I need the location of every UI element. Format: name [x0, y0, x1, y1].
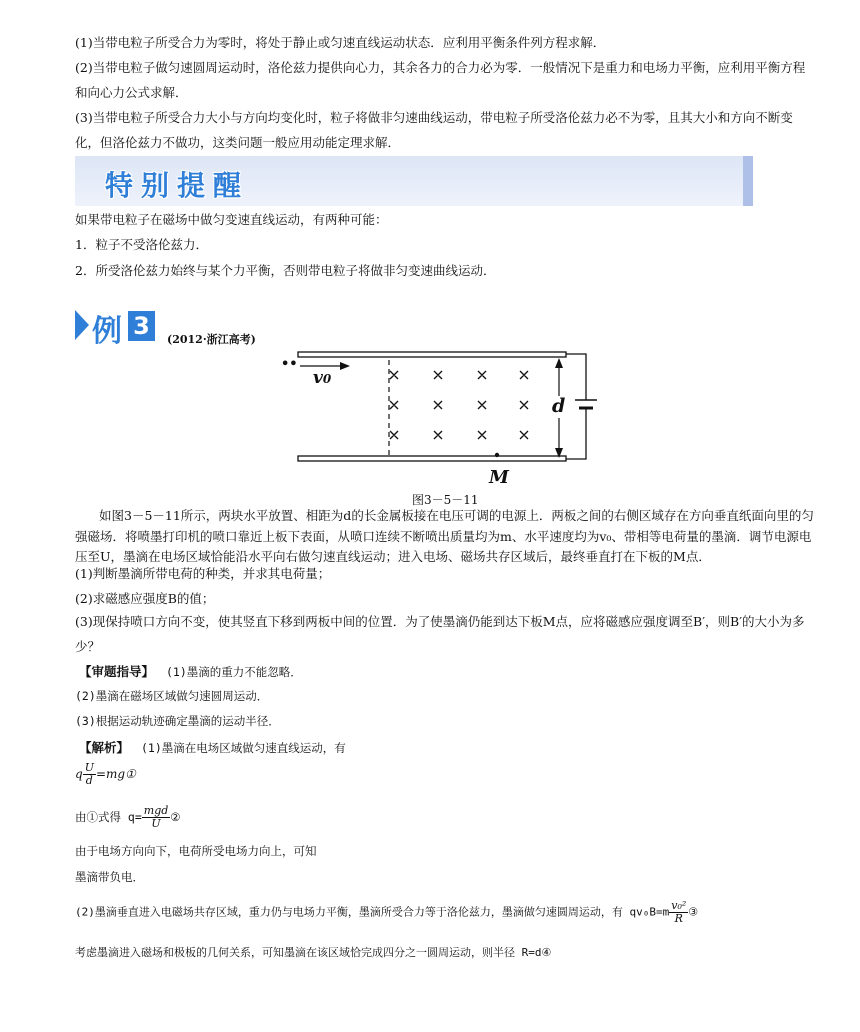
lower-plate [298, 456, 566, 461]
eq3-denominator: R [674, 912, 683, 925]
question-3: (3)现保持喷口方向不变，使其竖直下移到两板中间的位置．为了使墨滴仍能到达下板M点，应将磁感应强度调至B′，则B′的大小为多少？ [75, 614, 805, 654]
solution-line-1: (1)墨滴在电场区域做匀速直线运动，有 [141, 741, 346, 755]
example-arrow-icon [75, 310, 89, 340]
solution-line-6: 考虑墨滴进入磁场和极板的几何关系，可知墨滴在该区域恰完成四分之一圆周运动，则半径 R=d④ [75, 946, 552, 959]
reminder-item-1: 1．粒子不受洛伦兹力． [75, 237, 208, 252]
nozzle-dots: •• [281, 357, 298, 372]
banner-title: 特别提醒 [105, 169, 250, 202]
special-reminder-banner [75, 156, 753, 206]
eq2-denominator: U [151, 817, 161, 830]
solution-line-5 [75, 900, 698, 925]
example-number: 3 [128, 311, 155, 341]
question-1: (1)判断墨滴所带电荷的种类，并求其电荷量； [75, 566, 331, 581]
problem-statement: 如图3－5－11所示，两块水平放置、相距为d的长金属板接在电压可调的电源上．两板之间的右侧区域存在方向垂直纸面向里的匀强磁场．将喷墨打印机的喷口靠近上板下表面，从喷口连续不断喷出质量均为m、水平速度均为v₀、带相等电荷量的墨滴．调节电源电压至U，墨滴在电场区域恰能沿水平向右做匀速直线运动；进入电场、磁场共存区域后，最终垂直打在下板的M点． [75, 508, 814, 564]
intro-paragraph-2: (2)当带电粒子做匀速圆周运动时，洛伦兹力提供向心力，其余各力的合力必为零．一般情况下是重力和电场力平衡，应利用平衡方程和向心力公式求解． [75, 60, 806, 100]
point-m [495, 453, 499, 457]
guide-header [79, 662, 302, 680]
eq1-denominator: d [85, 774, 93, 787]
intro-paragraph-1: (1)当带电粒子所受合力为零时，将处于静止或匀速直线运动状态．应利用平衡条件列方程求解． [75, 35, 606, 50]
reminder-lead: 如果带电粒子在磁场中做匀变速直线运动，有两种可能： [75, 212, 388, 227]
guide-line-2: (2)墨滴在磁场区域做匀速圆周运动． [75, 689, 269, 703]
solution-line-3: 由于电场方向向下，电荷所受电场力向上，可知 [75, 844, 317, 858]
solution-line-4: 墨滴带负电． [75, 870, 144, 884]
circuit-wire [566, 354, 586, 400]
eq2-fraction [142, 805, 171, 830]
dimension-arrow-up-icon [555, 358, 563, 368]
velocity-arrow-icon [340, 362, 350, 370]
label-d: d [552, 395, 566, 417]
eq1-fraction [83, 762, 96, 787]
magnetic-field-crosses [390, 371, 528, 439]
eq1-numerator: U [84, 761, 94, 774]
question-2: (2)求磁感应强度B的值； [75, 591, 215, 606]
example-label: 例 [92, 314, 122, 349]
intro-paragraph-3: (3)当带电粒子所受合力大小与方向均变化时，粒子将做非匀速曲线运动，带电粒子所受洛伦兹力必不为零，且其大小和方向不断变化，但洛伦兹力不做功，这类问题一般应用动能定理求解． [75, 110, 793, 150]
figure-caption: 图3－5－11 [412, 493, 479, 507]
guide-line-3: (3)根据运动轨迹确定墨滴的运动半径． [75, 714, 280, 728]
guide-line-1: (1)墨滴的重力不能忽略． [166, 665, 302, 679]
example-source: (2012·浙江高考) [167, 333, 256, 346]
solution-label: 【解析】 [79, 740, 130, 755]
eq3-tag: ③ [688, 905, 699, 919]
label-v0-symbol: v [313, 368, 323, 388]
equation-2 [75, 805, 181, 830]
dimension-arrow-down-icon [555, 448, 563, 458]
eq2-numerator: mgd [143, 804, 169, 817]
eq1-q: q [75, 767, 83, 781]
reminder-item-2: 2．所受洛伦兹力始终与某个力平衡，否则带电粒子将做非匀变速曲线运动． [75, 263, 496, 278]
label-v0-subscript: 0 [322, 372, 332, 386]
eq3-fraction [669, 900, 688, 925]
solution-header [79, 738, 346, 756]
guide-label: 【审题指导】 [79, 664, 155, 679]
eq2-prefix: 由①式得 q= [75, 810, 142, 824]
eq1-rhs: =mg① [95, 767, 136, 781]
label-m: M [489, 467, 509, 488]
eq3-numerator: v₀² [671, 899, 687, 912]
solution-line-5-text: (2)墨滴垂直进入电磁场共存区域，重力仍与电场力平衡，墨滴所受合力等于洛伦兹力，墨滴做匀速圆周运动，有 qv₀B=m [75, 905, 670, 919]
upper-plate [298, 352, 566, 357]
label-v0 [313, 368, 331, 388]
equation-1 [75, 762, 136, 787]
eq2-tag: ② [170, 810, 181, 824]
